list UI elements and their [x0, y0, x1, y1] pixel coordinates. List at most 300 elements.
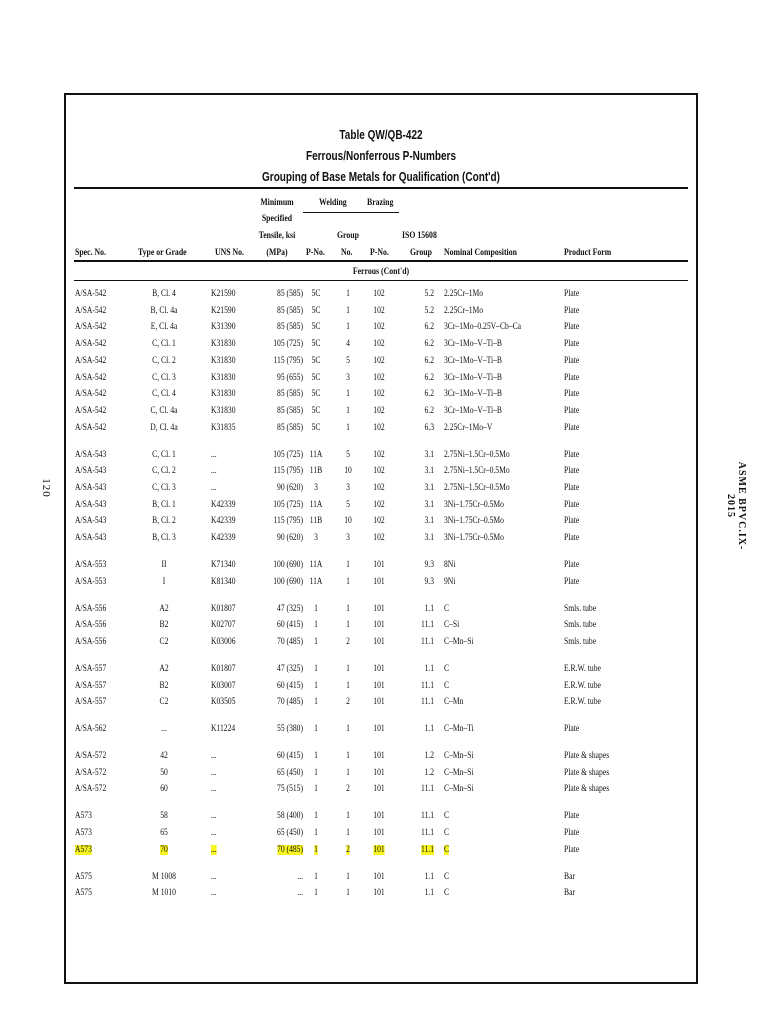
- cell-spec-no: A/SA-542: [75, 405, 107, 416]
- cell-tensile: 70 (485): [277, 636, 303, 647]
- cell-spec-no: A/SA-542: [75, 322, 107, 333]
- cell-product-form: Plate: [564, 482, 580, 493]
- cell-type-grade: B2: [159, 680, 169, 691]
- cell-type-grade: 65: [160, 828, 168, 838]
- cell-tensile: 75 (515): [277, 784, 303, 795]
- cell-group-no: 1: [346, 322, 350, 333]
- cell-composition: C: [444, 663, 450, 674]
- cell-product-form: Plate: [564, 305, 580, 316]
- cell-iso-group: 11.1: [420, 636, 434, 647]
- cell-type-grade: B2: [159, 620, 169, 631]
- cell-brazing-p-no: 101: [373, 784, 385, 795]
- cell-composition: C: [444, 603, 450, 614]
- cell-uns-no: ...: [211, 466, 217, 477]
- cell-spec-no: A/SA-542: [75, 422, 107, 433]
- cell-group-no: 2: [346, 697, 350, 708]
- cell-group-no: 1: [346, 871, 350, 882]
- cell-p-no: 5C: [311, 389, 321, 400]
- header-brazing-p-no: P-No.: [370, 248, 389, 258]
- cell-group-no: 3: [346, 482, 350, 493]
- cell-p-no: 11A: [309, 449, 323, 460]
- cell-spec-no: A/SA-572: [75, 751, 107, 761]
- cell-tensile: 60 (415): [277, 751, 303, 761]
- cell-composition: C: [444, 680, 450, 691]
- cell-group-no: 10: [344, 516, 352, 527]
- cell-uns-no: ...: [211, 844, 217, 855]
- cell-uns-no: ...: [211, 811, 217, 822]
- cell-product-form: Plate: [564, 289, 580, 299]
- cell-group-no: 5: [346, 499, 350, 510]
- cell-uns-no: K02707: [211, 620, 236, 631]
- cell-tensile: 47 (325): [277, 603, 303, 614]
- cell-composition: C: [444, 844, 450, 855]
- cell-spec-no: A/SA-553: [75, 559, 107, 570]
- cell-brazing-p-no: 101: [373, 603, 385, 614]
- cell-tensile: 115 (795): [273, 355, 303, 366]
- cell-composition: 3Cr–1Mo–V–Ti–B: [444, 405, 503, 416]
- header-iso-1: ISO 15608: [402, 231, 437, 241]
- header-tensile-4: (MPa): [266, 248, 288, 258]
- cell-iso-group: 1.1: [424, 888, 434, 899]
- cell-type-grade: B, Cl. 4: [152, 289, 176, 299]
- cell-p-no: 11B: [309, 516, 323, 527]
- cell-product-form: Plate: [564, 355, 580, 366]
- cell-type-grade: C, Cl. 1: [152, 449, 176, 460]
- cell-uns-no: ...: [211, 767, 217, 778]
- cell-composition: C–Mn–Si: [444, 636, 474, 647]
- header-rule: [74, 260, 688, 262]
- cell-p-no: 5C: [311, 372, 321, 383]
- cell-product-form: Bar: [564, 871, 575, 882]
- cell-type-grade: B, Cl. 4a: [150, 305, 178, 316]
- cell-p-no: 1: [314, 603, 318, 614]
- cell-tensile: ...: [297, 888, 303, 899]
- cell-brazing-p-no: 102: [373, 516, 385, 527]
- header-iso-2: Group: [410, 248, 432, 258]
- cell-p-no: 5C: [311, 305, 321, 316]
- header-spec-no: Spec. No.: [75, 248, 106, 258]
- cell-brazing-p-no: 101: [373, 871, 385, 882]
- cell-composition: 2.25Cr–1Mo–V: [444, 422, 493, 433]
- cell-brazing-p-no: 101: [373, 697, 385, 708]
- cell-group-no: 1: [346, 422, 350, 433]
- cell-iso-group: 6.2: [424, 372, 434, 383]
- cell-iso-group: 9.3: [424, 559, 434, 570]
- cell-product-form: Plate: [564, 339, 580, 350]
- cell-iso-group: 11.1: [420, 784, 434, 795]
- cell-iso-group: 6.2: [424, 405, 434, 416]
- header-tensile-2: Specified: [261, 214, 293, 224]
- cell-p-no: 5C: [311, 322, 321, 333]
- cell-tensile: 60 (415): [277, 620, 303, 631]
- title-line-2: Ferrous/Nonferrous P-Numbers: [305, 149, 457, 163]
- cell-tensile: 85 (585): [277, 322, 303, 333]
- cell-uns-no: K31830: [211, 372, 236, 383]
- cell-type-grade: C2: [159, 697, 169, 708]
- cell-p-no: 1: [314, 751, 318, 761]
- cell-product-form: Plate: [564, 516, 580, 527]
- cell-brazing-p-no: 101: [373, 751, 385, 761]
- cell-uns-no: ...: [211, 482, 217, 493]
- cell-product-form: Plate: [564, 724, 580, 735]
- cell-uns-no: K03006: [211, 636, 236, 647]
- cell-spec-no: A/SA-557: [75, 680, 107, 691]
- cell-spec-no: A573: [75, 828, 92, 838]
- cell-iso-group: 11.1: [420, 844, 434, 855]
- cell-iso-group: 1.1: [424, 663, 434, 674]
- cell-spec-no: A/SA-542: [75, 289, 107, 299]
- cell-p-no: 5C: [311, 405, 321, 416]
- cell-p-no: 5C: [311, 339, 321, 350]
- cell-brazing-p-no: 101: [373, 559, 385, 570]
- cell-uns-no: ...: [211, 871, 217, 882]
- cell-p-no: 5C: [311, 289, 321, 299]
- cell-composition: 3Cr–1Mo–V–Ti–B: [444, 355, 503, 366]
- cell-product-form: Plate & shapes: [564, 784, 610, 795]
- cell-tensile: 85 (585): [277, 405, 303, 416]
- cell-type-grade: C, Cl. 2: [152, 466, 176, 477]
- cell-p-no: 11A: [309, 559, 323, 570]
- cell-spec-no: A/SA-562: [75, 724, 107, 735]
- table-title: [66, 125, 696, 188]
- cell-p-no: 1: [314, 888, 318, 899]
- cell-tensile: 100 (690): [273, 576, 303, 587]
- cell-brazing-p-no: 101: [373, 620, 385, 631]
- cell-composition: 3Cr–1Mo–0.25V–Cb–Ca: [444, 322, 522, 333]
- cell-p-no: 1: [314, 767, 318, 778]
- cell-iso-group: 3.1: [424, 516, 434, 527]
- cell-brazing-p-no: 102: [373, 322, 385, 333]
- cell-iso-group: 11.1: [420, 811, 434, 822]
- section-label: Ferrous (Cont'd): [352, 267, 410, 277]
- cell-composition: 3Ni–1.75Cr–0.5Mo: [444, 533, 504, 543]
- cell-composition: 3Ni–1.75Cr–0.5Mo: [444, 499, 504, 510]
- cell-composition: 2.75Ni–1.5Cr–0.5Mo: [444, 482, 510, 493]
- cell-uns-no: K21590: [211, 289, 236, 299]
- cell-uns-no: K31830: [211, 339, 236, 350]
- cell-product-form: Plate: [564, 499, 580, 510]
- cell-group-no: 5: [346, 449, 350, 460]
- cell-uns-no: K71340: [211, 559, 236, 570]
- cell-type-grade: ...: [161, 724, 167, 735]
- cell-p-no: 1: [314, 811, 318, 822]
- cell-p-no: 1: [314, 636, 318, 647]
- title-line-1: Table QW/QB-422: [339, 128, 423, 142]
- cell-group-no: 3: [346, 372, 350, 383]
- cell-iso-group: 1.2: [424, 751, 434, 761]
- cell-composition: C: [444, 888, 450, 899]
- cell-iso-group: 11.1: [420, 620, 434, 631]
- cell-tensile: 85 (585): [277, 289, 303, 299]
- cell-composition: C: [444, 811, 450, 822]
- welding-rule: [303, 212, 399, 213]
- cell-spec-no: A/SA-543: [75, 466, 107, 477]
- cell-spec-no: A575: [75, 888, 92, 899]
- cell-type-grade: B, Cl. 3: [152, 533, 176, 543]
- cell-iso-group: 11.1: [420, 828, 434, 838]
- cell-composition: C–Mn–Si: [444, 767, 474, 778]
- cell-tensile: 95 (655): [277, 372, 303, 383]
- cell-spec-no: A/SA-543: [75, 516, 107, 527]
- cell-group-no: 3: [346, 533, 350, 543]
- cell-tensile: 105 (725): [273, 499, 303, 510]
- cell-spec-no: A/SA-543: [75, 449, 107, 460]
- header-composition: Nominal Composition: [444, 248, 517, 258]
- cell-uns-no: ...: [211, 751, 217, 761]
- cell-uns-no: ...: [211, 449, 217, 460]
- cell-iso-group: 11.1: [420, 697, 434, 708]
- header-welding: Welding: [319, 198, 347, 208]
- cell-tensile: 70 (485): [277, 844, 303, 855]
- cell-tensile: 105 (725): [273, 339, 303, 350]
- cell-iso-group: 9.3: [424, 576, 434, 587]
- cell-tensile: 70 (485): [277, 697, 303, 708]
- cell-brazing-p-no: 102: [373, 355, 385, 366]
- section-rule: [74, 280, 688, 281]
- cell-iso-group: 1.1: [424, 603, 434, 614]
- cell-group-no: 1: [346, 576, 350, 587]
- cell-type-grade: B, Cl. 1: [152, 499, 176, 510]
- cell-spec-no: A/SA-542: [75, 339, 107, 350]
- cell-product-form: Plate: [564, 844, 580, 855]
- cell-uns-no: K31830: [211, 405, 236, 416]
- cell-type-grade: II: [161, 559, 167, 570]
- cell-product-form: Plate: [564, 372, 580, 383]
- title-line-3: Grouping of Base Metals for Qualification (Cont'd): [262, 170, 500, 184]
- cell-group-no: 4: [346, 339, 350, 350]
- cell-composition: 2.75Ni–1.5Cr–0.5Mo: [444, 449, 510, 460]
- cell-uns-no: K42339: [211, 499, 236, 510]
- cell-composition: 3Cr–1Mo–V–Ti–B: [444, 389, 503, 400]
- cell-uns-no: ...: [211, 888, 217, 899]
- header-tensile-1: Minimum: [260, 198, 294, 208]
- cell-tensile: 47 (325): [277, 663, 303, 674]
- cell-brazing-p-no: 101: [373, 811, 385, 822]
- cell-spec-no: A/SA-542: [75, 305, 107, 316]
- cell-iso-group: 3.1: [424, 499, 434, 510]
- cell-type-grade: C, Cl. 2: [152, 355, 176, 366]
- cell-type-grade: B, Cl. 2: [152, 516, 176, 527]
- cell-product-form: Plate: [564, 389, 580, 400]
- cell-product-form: Plate: [564, 422, 580, 433]
- cell-uns-no: K01807: [211, 603, 236, 614]
- cell-spec-no: A/SA-543: [75, 499, 107, 510]
- cell-uns-no: ...: [211, 828, 217, 838]
- cell-tensile: 90 (620): [277, 482, 303, 493]
- cell-brazing-p-no: 102: [373, 466, 385, 477]
- cell-group-no: 1: [346, 724, 350, 735]
- cell-p-no: 11B: [309, 466, 323, 477]
- cell-uns-no: K03007: [211, 680, 236, 691]
- cell-spec-no: A/SA-543: [75, 482, 107, 493]
- cell-composition: C: [444, 871, 450, 882]
- cell-product-form: Plate: [564, 449, 580, 460]
- cell-product-form: Plate: [564, 322, 580, 333]
- cell-product-form: E.R.W. tube: [564, 697, 601, 708]
- header-brazing: Brazing: [367, 198, 394, 208]
- cell-brazing-p-no: 102: [373, 405, 385, 416]
- cell-composition: 2.25Cr–1Mo: [444, 289, 484, 299]
- cell-uns-no: K21590: [211, 305, 236, 316]
- cell-tensile: ...: [297, 871, 303, 882]
- cell-type-grade: C, Cl. 4: [152, 389, 176, 400]
- cell-tensile: 65 (450): [277, 767, 303, 778]
- cell-type-grade: 60: [160, 784, 168, 795]
- cell-brazing-p-no: 102: [373, 372, 385, 383]
- cell-tensile: 115 (795): [273, 516, 303, 527]
- cell-product-form: Plate & shapes: [564, 767, 610, 778]
- cell-spec-no: A/SA-557: [75, 663, 107, 674]
- cell-uns-no: K31830: [211, 389, 236, 400]
- cell-product-form: E.R.W. tube: [564, 680, 601, 691]
- cell-iso-group: 5.2: [424, 305, 434, 316]
- cell-uns-no: K42339: [211, 533, 236, 543]
- cell-group-no: 1: [346, 828, 350, 838]
- cell-p-no: 11A: [309, 576, 323, 587]
- cell-iso-group: 6.2: [424, 389, 434, 400]
- cell-product-form: Plate: [564, 559, 580, 570]
- cell-composition: C: [444, 828, 450, 838]
- cell-p-no: 1: [314, 663, 318, 674]
- header-group-1: Group: [337, 231, 359, 241]
- header-uns: UNS No.: [215, 248, 245, 258]
- cell-spec-no: A573: [75, 844, 92, 855]
- cell-spec-no: A/SA-572: [75, 767, 107, 778]
- cell-composition: 3Cr–1Mo–V–Ti–B: [444, 339, 503, 350]
- cell-product-form: Bar: [564, 888, 575, 899]
- cell-spec-no: A/SA-542: [75, 355, 107, 366]
- header-type-grade: Type or Grade: [138, 248, 187, 258]
- cell-group-no: 1: [346, 620, 350, 631]
- cell-brazing-p-no: 102: [373, 499, 385, 510]
- cell-p-no: 1: [314, 620, 318, 631]
- cell-p-no: 5C: [311, 422, 321, 433]
- cell-composition: C–Mn: [444, 697, 464, 708]
- cell-brazing-p-no: 102: [373, 533, 385, 543]
- cell-type-grade: C, Cl. 3: [152, 482, 176, 493]
- cell-brazing-p-no: 101: [373, 680, 385, 691]
- cell-type-grade: M 1010: [152, 888, 176, 899]
- cell-type-grade: C, Cl. 3: [152, 372, 176, 383]
- table-frame: [64, 93, 698, 984]
- cell-spec-no: A573: [75, 811, 92, 822]
- cell-group-no: 2: [346, 784, 350, 795]
- cell-composition: 2.25Cr–1Mo: [444, 305, 484, 316]
- cell-type-grade: 50: [160, 767, 168, 778]
- cell-composition: C–Mn–Si: [444, 751, 474, 761]
- cell-type-grade: C2: [159, 636, 169, 647]
- cell-type-grade: 58: [160, 811, 168, 822]
- cell-type-grade: C, Cl. 1: [152, 339, 176, 350]
- cell-iso-group: 3.1: [424, 466, 434, 477]
- cell-brazing-p-no: 101: [373, 767, 385, 778]
- cell-p-no: 1: [314, 871, 318, 882]
- cell-tensile: 60 (415): [277, 680, 303, 691]
- cell-uns-no: K81340: [211, 576, 236, 587]
- cell-uns-no: K01807: [211, 663, 236, 674]
- cell-spec-no: A/SA-556: [75, 636, 107, 647]
- cell-iso-group: 6.2: [424, 322, 434, 333]
- running-header: ASME BPVC.IX-2015: [725, 461, 747, 551]
- cell-tensile: 85 (585): [277, 389, 303, 400]
- cell-composition: C–Mn–Si: [444, 784, 474, 795]
- header-p-no: P-No.: [306, 248, 325, 258]
- header-group-2: No.: [341, 248, 353, 258]
- page-number: 120: [39, 478, 52, 498]
- cell-p-no: 3: [314, 482, 318, 493]
- cell-product-form: Smls. tube: [564, 620, 597, 631]
- cell-iso-group: 1.1: [424, 724, 434, 735]
- cell-composition: C–Mn–Ti: [444, 724, 474, 735]
- cell-brazing-p-no: 101: [373, 724, 385, 735]
- cell-group-no: 10: [344, 466, 352, 477]
- cell-uns-no: K42339: [211, 516, 236, 527]
- cell-iso-group: 11.1: [420, 680, 434, 691]
- cell-type-grade: M 1008: [152, 871, 176, 882]
- cell-spec-no: A575: [75, 871, 92, 882]
- cell-type-grade: 42: [160, 751, 168, 761]
- cell-composition: 3Cr–1Mo–V–Ti–B: [444, 372, 503, 383]
- cell-tensile: 85 (585): [277, 305, 303, 316]
- cell-composition: 2.75Ni–1.5Cr–0.5Mo: [444, 466, 510, 477]
- cell-product-form: Plate: [564, 466, 580, 477]
- cell-product-form: Plate: [564, 576, 580, 587]
- cell-tensile: 115 (795): [273, 466, 303, 477]
- cell-group-no: 1: [346, 811, 350, 822]
- cell-iso-group: 3.1: [424, 533, 434, 543]
- cell-iso-group: 1.1: [424, 871, 434, 882]
- cell-type-grade: 70: [160, 844, 168, 855]
- cell-group-no: 1: [346, 767, 350, 778]
- cell-product-form: Smls. tube: [564, 636, 597, 647]
- cell-group-no: 2: [346, 636, 350, 647]
- cell-brazing-p-no: 102: [373, 339, 385, 350]
- cell-group-no: 1: [346, 603, 350, 614]
- cell-composition: 8Ni: [444, 559, 456, 570]
- cell-spec-no: A/SA-542: [75, 372, 107, 383]
- cell-tensile: 85 (585): [277, 422, 303, 433]
- cell-brazing-p-no: 102: [373, 449, 385, 460]
- cell-brazing-p-no: 102: [373, 422, 385, 433]
- cell-group-no: 5: [346, 355, 350, 366]
- cell-uns-no: K11224: [211, 724, 236, 735]
- cell-uns-no: K31390: [211, 322, 236, 333]
- cell-group-no: 1: [346, 559, 350, 570]
- cell-tensile: 105 (725): [273, 449, 303, 460]
- cell-type-grade: D, Cl. 4a: [150, 422, 178, 433]
- cell-brazing-p-no: 102: [373, 482, 385, 493]
- cell-tensile: 65 (450): [277, 828, 303, 838]
- cell-spec-no: A/SA-556: [75, 603, 107, 614]
- cell-type-grade: C, Cl. 4a: [150, 405, 178, 416]
- cell-spec-no: A/SA-553: [75, 576, 107, 587]
- cell-iso-group: 6.3: [424, 422, 434, 433]
- cell-uns-no: K31830: [211, 355, 236, 366]
- cell-group-no: 1: [346, 680, 350, 691]
- cell-product-form: Plate: [564, 533, 580, 543]
- cell-iso-group: 1.2: [424, 767, 434, 778]
- cell-group-no: 1: [346, 888, 350, 899]
- cell-group-no: 1: [346, 663, 350, 674]
- cell-group-no: 1: [346, 405, 350, 416]
- cell-product-form: Plate: [564, 405, 580, 416]
- cell-iso-group: 5.2: [424, 289, 434, 299]
- cell-brazing-p-no: 101: [373, 663, 385, 674]
- cell-composition: 9Ni: [444, 576, 456, 587]
- cell-composition: 3Ni–1.75Cr–0.5Mo: [444, 516, 504, 527]
- cell-spec-no: A/SA-542: [75, 389, 107, 400]
- cell-p-no: 1: [314, 724, 318, 735]
